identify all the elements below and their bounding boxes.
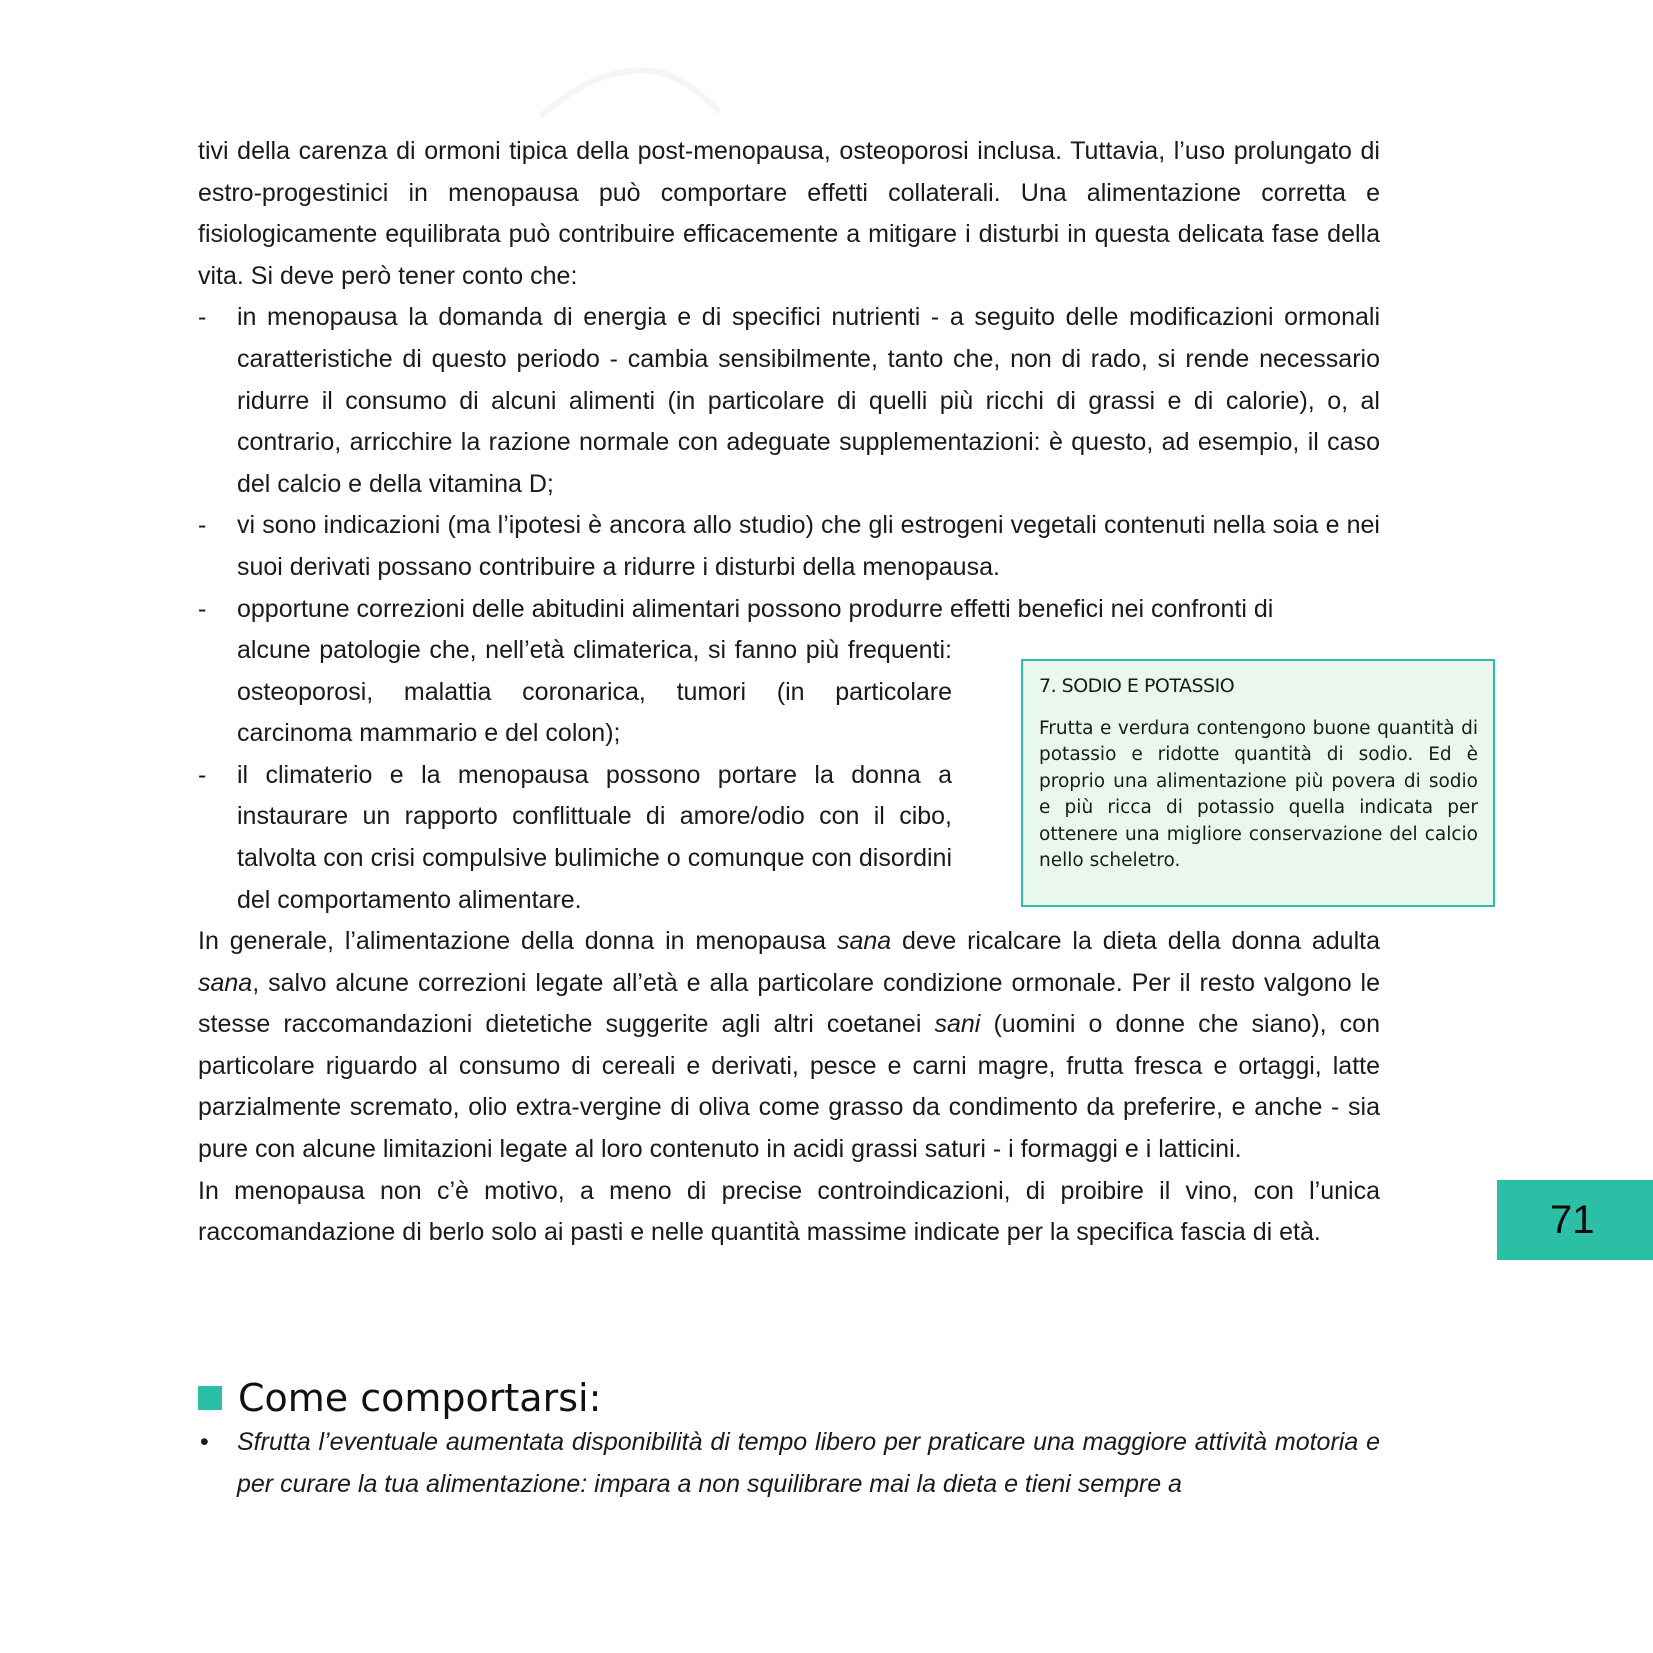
main-text-narrow (198, 630, 952, 921)
tip-text: Sfrutta l’eventuale aumentata disponibilità di tempo libero per praticare una maggiore attività motoria e per curare la tua alimentazione: impara a non squilibrare mai la dieta e tieni sempre a (237, 1428, 1380, 1498)
text-run: deve ricalcare la dieta della donna adulta (891, 927, 1380, 955)
list-dash: - (198, 594, 207, 623)
tips-list (198, 1422, 1380, 1505)
text-run: (uomini o donne che siano), con particolare riguardo al consumo di cereali e derivati, pesce e carni magre, frutta fresca e ortaggi, latte parzialmente scremato, olio extra-vergine di oliva come grasso da condimento da preferire, e anche - sia pure con alcune limitazioni legate al loro contenuto in acidi grassi saturi - i formaggi e i latticini. (198, 1010, 1380, 1163)
list-dash: - (198, 511, 207, 540)
list-item-continued (198, 630, 952, 755)
faint-watermark-mark (540, 62, 720, 122)
considerations-list (198, 297, 1380, 630)
list-item-text: in menopausa la domanda di energia e di specifici nutrienti - a seguito delle modificazioni ormonali caratteristiche di questo periodo - cambia sensibilmente, tanto che, non di rado, si rende necessario ridurre il consumo di alcuni alimenti (in particolare di quelli più ricchi di grassi e di calorie), o, al contrario, arricchire la razione normale con adeguate supplementazioni: è questo, ad esempio, il caso del calcio e della vitamina D; (237, 303, 1380, 498)
list-item (198, 755, 952, 921)
emphasis-sani: sani (934, 1010, 981, 1039)
list-dash: - (198, 303, 207, 332)
list-item (198, 505, 1380, 588)
list-item-text: alcune patologie che, nell’età climaterica, si fanno più frequenti: osteoporosi, malattia coronarica, tumori (in particolare carcinoma mammario e del colon); (237, 636, 952, 748)
text-run: In generale, l’alimentazione della donna in menopausa (198, 927, 837, 955)
sidebox-title: 7. SODIO E POTASSIO (1039, 675, 1235, 697)
section-heading (198, 1372, 601, 1424)
tip-item (198, 1422, 1380, 1505)
list-item-text: opportune correzioni delle abitudini alimentari possono produrre effetti benefici nei confronti di (237, 594, 1274, 623)
emphasis-sana: sana (198, 968, 253, 997)
sodium-potassium-sidebox (1021, 659, 1495, 907)
conclusion-paragraph (198, 921, 1380, 1171)
page-number-tab: 71 (1497, 1180, 1653, 1260)
sidebox-body: Frutta e verdura contengono buone quantità di potassio e ridotte quantità di sodio. Ed è proprio una alimentazione più povera di sodio e più ricca di potassio quella indicata per ottenere una migliore conservazione del calcio nello scheletro. (1039, 717, 1478, 871)
list-dash: - (198, 760, 207, 789)
list-item-text: vi sono indicazioni (ma l’ipotesi è ancora allo studio) che gli estrogeni vegetali contenuti nella soia e nei suoi derivati possano contribuire a ridurre i disturbi della menopausa. (237, 511, 1380, 581)
wine-paragraph: In menopausa non c’è motivo, a meno di precise controindicazioni, di proibire il vino, con l’unica raccomandazione di berlo solo ai pasti e nelle quantità massime indicate per la specifica fascia di età. (198, 1176, 1380, 1247)
list-item-text: il climaterio e la menopausa possono portare la donna a instaurare un rapporto conflittuale di amore/odio con il cibo, talvolta con crisi compulsive bulimiche o comunque con disordini del comportamento alimentare. (237, 760, 952, 914)
list-item (198, 297, 1380, 505)
emphasis-sana: sana (836, 927, 892, 955)
main-text-lower (198, 921, 1380, 1254)
considerations-list-continued (198, 630, 952, 921)
square-bullet-icon (198, 1386, 222, 1410)
section-heading-text: Come comportarsi: (238, 1376, 602, 1420)
text-run: , salvo alcune correzioni legate all’età e alla particolare condizione ormonale. Per il resto valgono le stesse raccomandazioni dietetiche suggerite agli altri coetanei (198, 968, 1380, 1039)
list-item (198, 589, 1380, 631)
bullet-icon: • (200, 1428, 209, 1456)
main-text-upper (198, 131, 1380, 630)
intro-paragraph: tivi della carenza di ormoni tipica della post-menopausa, osteoporosi inclusa. Tuttavia, l’uso prolungato di estro-progestinici in menopausa può comportare effetti collaterali. Una alimentazione corretta e fisiologicamente equilibrata può contribuire efficacemente a mitigare i disturbi in questa delicata fase della vita. Si deve però tener conto che: (198, 137, 1380, 290)
